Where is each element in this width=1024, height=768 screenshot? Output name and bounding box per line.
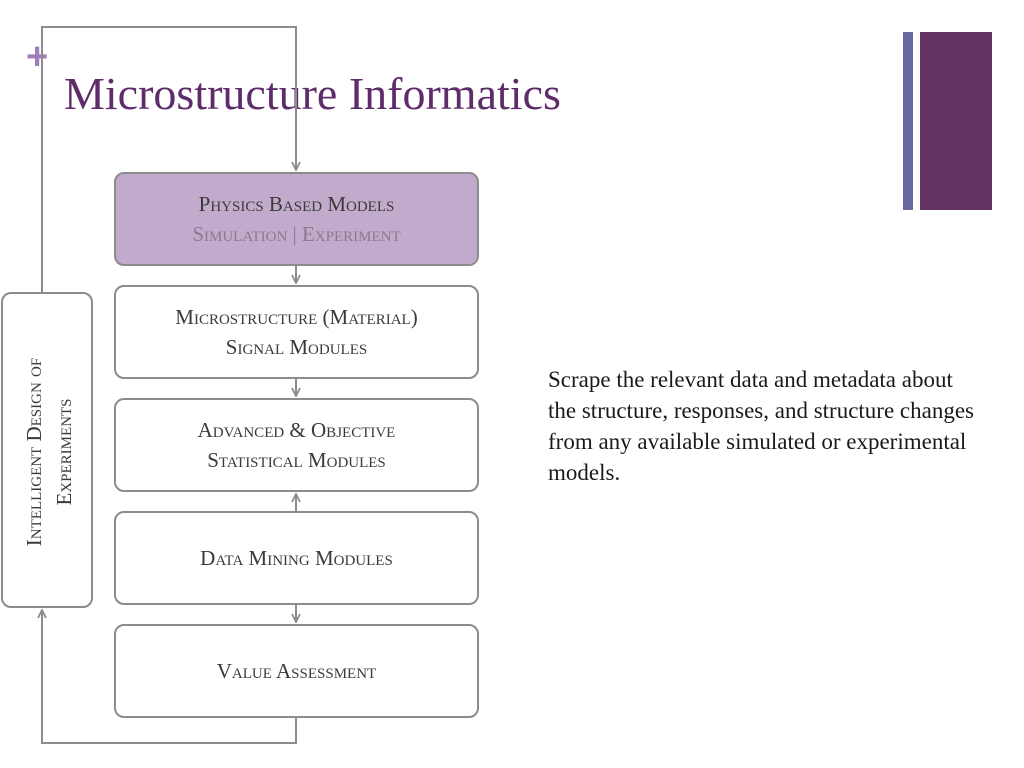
box-label: Advanced & Objective [197,418,396,442]
description-text: Scrape the relevant data and metadata about the structure, responses, and structure changes from any available simulated or experimental models. [548,367,974,485]
side-box-text [19,302,79,602]
box-intelligent-design-of-experiments [1,292,93,608]
side-box-label: Intelligent Design of [22,357,46,547]
box-sublabel: Simulation | Experiment [192,222,401,246]
box-label: Statistical Modules [207,448,386,472]
box-data-mining-modules [114,511,479,605]
box-value-assessment [114,624,479,718]
box-label: Signal Modules [225,335,368,359]
box-label: Data Mining Modules [200,546,393,570]
box-physics-based-models [114,172,479,266]
box-label: Microstructure (Material) [175,305,418,329]
plus-mark: + [26,36,49,78]
slide-title: Microstructure Informatics [64,68,561,119]
box-advanced-statistical-modules [114,398,479,492]
box-label: Value Assessment [216,659,377,683]
box-microstructure-signal-modules [114,285,479,379]
box-label: Physics Based Models [198,192,395,216]
side-box-label: Experiments [52,398,76,506]
